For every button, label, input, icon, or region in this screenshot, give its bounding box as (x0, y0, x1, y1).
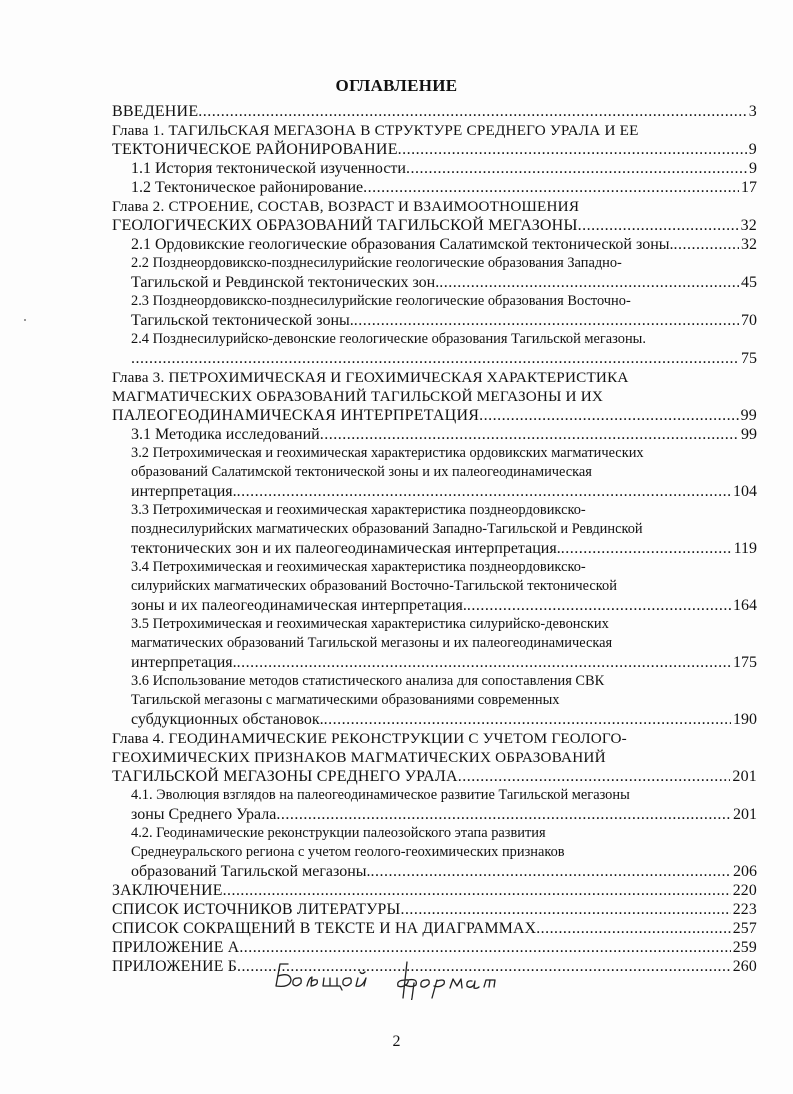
toc-entry-title: ПАЛЕОГЕОДИНАМИЧЕСКАЯ ИНТЕРПРЕТАЦИЯ (112, 407, 480, 424)
dot-leader (371, 862, 731, 881)
toc-entry-title: ЗАКЛЮЧЕНИЕ (112, 882, 223, 899)
toc-entry-leader-line (131, 425, 757, 444)
toc-entry-title: зоны и их палеогеодинамическая интерпретация. (131, 597, 467, 614)
toc-entry-title: 3.1 Методика исследований (131, 426, 320, 443)
dot-leader (458, 767, 731, 786)
toc-entry-text-line: 3.6 Использование методов статистического анализа для сопоставления СВК (131, 673, 605, 689)
dot-leader (578, 216, 739, 235)
toc-entry[interactable] (131, 292, 757, 330)
toc-entry[interactable] (112, 121, 757, 159)
toc-entry[interactable] (112, 919, 757, 938)
dot-leader (439, 273, 739, 292)
toc-entry-page-number: 9 (748, 141, 757, 158)
toc-entry[interactable] (131, 786, 757, 824)
toc-entry-title: интерпретация. (131, 483, 237, 500)
toc-entry[interactable] (112, 368, 757, 425)
dot-leader (237, 482, 731, 501)
toc-entry[interactable] (112, 881, 757, 900)
toc-entry-text-line: Глава 1. ТАГИЛЬСКАЯ МЕГАЗОНА В СТРУКТУРЕ СРЕДНЕГО УРАЛА И ЕЕ (112, 122, 639, 139)
dot-leader (354, 311, 739, 330)
toc-entry-text-line: ГЕОХИМИЧЕСКИХ ПРИЗНАКОВ МАГМАТИЧЕСКИХ ОБРАЗОВАНИЙ (112, 749, 606, 766)
toc-entry-title: интерпретация. (131, 654, 237, 671)
dot-leader (536, 919, 730, 938)
toc-entry-leader-line (112, 140, 757, 159)
dot-leader (398, 140, 747, 159)
page-number: 2 (392, 1033, 401, 1050)
toc-entry-title: Тагильской и Ревдинской тектонических зон. (131, 274, 440, 291)
toc-entry-title: ТЕКТОНИЧЕСКОЕ РАЙОНИРОВАНИЕ (112, 141, 398, 158)
toc-entry-text-line: 3.4 Петрохимическая и геохимическая характеристика позднеордовикско- (131, 559, 586, 575)
toc-entry-title: зоны Среднего Урала (131, 806, 277, 823)
toc-entry-title: 1.1 История тектонической изученности (131, 160, 406, 177)
toc-entry-page-number: 220 (732, 882, 757, 899)
toc-entry-page-number: 223 (732, 901, 757, 918)
toc-entry-page-number: 104 (733, 483, 757, 500)
toc-entry-text-line: МАГМАТИЧЕСКИХ ОБРАЗОВАНИЙ ТАГИЛЬСКОЙ МЕГАЗОНЫ И ИХ (112, 388, 604, 405)
toc-entry-title: ВВЕДЕНИЕ (112, 103, 199, 120)
toc-entry-leader-line (131, 178, 757, 197)
toc-entry[interactable] (112, 729, 757, 786)
toc-entry[interactable] (131, 254, 757, 292)
toc-entry[interactable] (131, 235, 757, 254)
toc-entry[interactable] (131, 425, 757, 444)
toc-entry-page-number: 201 (733, 806, 757, 823)
toc-entry-leader-line (131, 273, 757, 292)
dot-leader (198, 102, 747, 121)
toc-entry-page-number: 32 (740, 217, 757, 234)
toc-entry-page-number: 119 (733, 540, 757, 557)
scan-speck (24, 319, 26, 321)
toc-entry-text-line: 3.2 Петрохимическая и геохимическая характеристика ордовикских магматических (131, 445, 644, 461)
toc-entry-text-line: 4.1. Эволюция взглядов на палеогеодинамическое развитие Тагильской мегазоны (131, 787, 630, 803)
toc-entry-leader-line (112, 406, 757, 425)
toc-entry-leader-line (131, 596, 757, 615)
toc-entry-page-number: 99 (741, 426, 757, 443)
toc-entry-leader-line (131, 311, 757, 330)
toc-entry-leader-line (112, 881, 757, 900)
toc-entry[interactable] (131, 672, 757, 729)
toc-entry-text-line: 3.3 Петрохимическая и геохимическая характеристика позднеордовикско- (131, 502, 586, 518)
toc-entry-page-number: 175 (733, 654, 757, 671)
toc-entry[interactable] (131, 501, 757, 558)
toc-entry-leader-line (131, 805, 757, 824)
dot-leader (237, 653, 731, 672)
toc-entry[interactable] (131, 824, 757, 881)
toc-entry[interactable] (131, 178, 757, 197)
toc-entry-page-number: 201 (732, 768, 757, 785)
toc-entry-title: СПИСОК ИСТОЧНИКОВ ЛИТЕРАТУРЫ (112, 901, 401, 918)
toc-entry[interactable] (112, 900, 757, 919)
toc-entry[interactable] (131, 330, 757, 368)
toc-entry-page-number: 3 (748, 103, 757, 120)
toc-entry-text-line: Тагильской мегазоны с магматическими образованиями современных (131, 692, 560, 708)
toc-entry-page-number: 190 (733, 711, 757, 728)
toc-entry-text-line: силурийских магматических образований Восточно-Тагильской тектонической (131, 578, 617, 594)
toc-entry-leader-line (112, 216, 757, 235)
toc-entry-title: 2.1 Ордовикские геологические образования Салатимской тектонической зоны. (131, 236, 674, 253)
toc-entry[interactable] (131, 159, 757, 178)
toc-entry[interactable] (131, 558, 757, 615)
toc-entry-page-number: 9 (749, 160, 757, 177)
toc-entry-page-number: 45 (741, 274, 757, 291)
toc-entry-page-number: 70 (741, 312, 757, 329)
toc-entry-title: тектонических зон и их палеогеодинамическая интерпретация. (131, 540, 561, 557)
toc-entry-title: ТАГИЛЬСКОЙ МЕГАЗОНЫ СРЕДНЕГО УРАЛА (112, 768, 458, 785)
toc-entry-title: ПРИЛОЖЕНИЕ А (112, 939, 240, 956)
toc-entry-page-number: 260 (732, 958, 757, 975)
toc-entry-page-number: 17 (741, 179, 757, 196)
dot-leader (479, 406, 739, 425)
toc-entry-title: ГЕОЛОГИЧЕСКИХ ОБРАЗОВАНИЙ ТАГИЛЬСКОЙ МЕГАЗОНЫ (112, 217, 578, 234)
dot-leader (674, 235, 739, 254)
dot-leader (320, 425, 739, 444)
toc-entry-page-number: 99 (740, 407, 757, 424)
toc-entry-title: ПРИЛОЖЕНИЕ Б (112, 958, 238, 975)
toc-entry-text-line: образований Салатимской тектонической зоны и их палеогеодинамическая (131, 464, 592, 480)
table-of-contents (112, 102, 757, 976)
toc-entry-text-line: 3.5 Петрохимическая и геохимическая характеристика силурийско-девонских (131, 616, 609, 632)
toc-entry-leader-line (131, 539, 757, 558)
toc-entry-title: Тагильской тектонической зоны. (131, 312, 354, 329)
toc-entry-leader-line (131, 710, 757, 729)
toc-entry-text-line: 4.2. Геодинамические реконструкции палеозойского этапа развития (131, 825, 546, 841)
toc-entry-title: субдукционных обстановок. (131, 711, 324, 728)
toc-entry-text-line: 2.4 Позднесилурийско-девонские геологические образования Тагильской мегазоны. (131, 331, 646, 347)
page-title: ОГЛАВЛЕНИЕ (335, 76, 458, 95)
dot-leader (401, 900, 731, 919)
toc-entry-text-line: магматических образований Тагильской мегазоны и их палеогеодинамическая (131, 635, 613, 651)
toc-entry-text-line: Глава 3. ПЕТРОХИМИЧЕСКАЯ И ГЕОХИМИЧЕСКАЯ ХАРАКТЕРИСТИКА (112, 369, 629, 386)
dot-leader (239, 938, 730, 957)
toc-entry[interactable] (131, 615, 757, 672)
toc-entry-text-line: позднесилурийских магматических образований Западно-Тагильской и Ревдинской (131, 521, 643, 537)
toc-entry-leader-line (112, 919, 757, 938)
toc-entry-page-number: 257 (732, 920, 757, 937)
dot-leader (363, 178, 739, 197)
dot-leader (406, 159, 747, 178)
toc-entry-leader-line (131, 482, 757, 501)
toc-entry-leader-line (131, 349, 757, 368)
toc-entry-leader-line (112, 938, 757, 957)
toc-entry-title: 1.2 Тектоническое районирование (131, 179, 364, 196)
toc-entry-leader-line (131, 653, 757, 672)
dot-leader (467, 596, 731, 615)
toc-entry-text-line: Среднеуральского региона с учетом геолого-геохимических признаков (131, 844, 565, 860)
toc-entry-text-line: 2.2 Позднеордовикско-позднесилурийские геологические образования Западно- (131, 255, 622, 271)
toc-entry-page-number: 32 (741, 236, 757, 253)
toc-entry-leader-line (131, 862, 757, 881)
toc-entry-page-number: 206 (733, 863, 757, 880)
handwritten-note (274, 958, 539, 1000)
toc-entry-leader-line (112, 767, 757, 786)
dot-leader (276, 805, 731, 824)
toc-entry-title: СПИСОК СОКРАЩЕНИЙ В ТЕКСТЕ И НА ДИАГРАММАХ (112, 920, 537, 937)
toc-entry-leader-line (131, 235, 757, 254)
dot-leader (324, 710, 731, 729)
toc-entry-page-number: 164 (733, 597, 757, 614)
toc-entry[interactable] (112, 102, 757, 121)
toc-entry[interactable] (112, 197, 757, 235)
dot-leader (131, 349, 739, 368)
toc-entry[interactable] (131, 444, 757, 501)
toc-entry-title: образований Тагильской мегазоны. (131, 863, 371, 880)
toc-entry-page-number: 259 (732, 939, 757, 956)
toc-entry-text-line: 2.3 Позднеордовикско-позднесилурийские геологические образования Восточно- (131, 293, 631, 309)
toc-entry-text-line: Глава 2. СТРОЕНИЕ, СОСТАВ, ВОЗРАСТ И ВЗАИМООТНОШЕНИЯ (112, 198, 580, 215)
toc-entry-text-line: Глава 4. ГЕОДИНАМИЧЕСКИЕ РЕКОНСТРУКЦИИ С УЧЕТОМ ГЕОЛОГО- (112, 730, 627, 747)
toc-entry[interactable] (112, 938, 757, 957)
toc-entry-leader-line (112, 102, 757, 121)
toc-entry-page-number: 75 (741, 350, 757, 367)
dot-leader (223, 881, 731, 900)
dot-leader (561, 539, 732, 558)
toc-entry-leader-line (131, 159, 757, 178)
toc-entry-leader-line (112, 900, 757, 919)
